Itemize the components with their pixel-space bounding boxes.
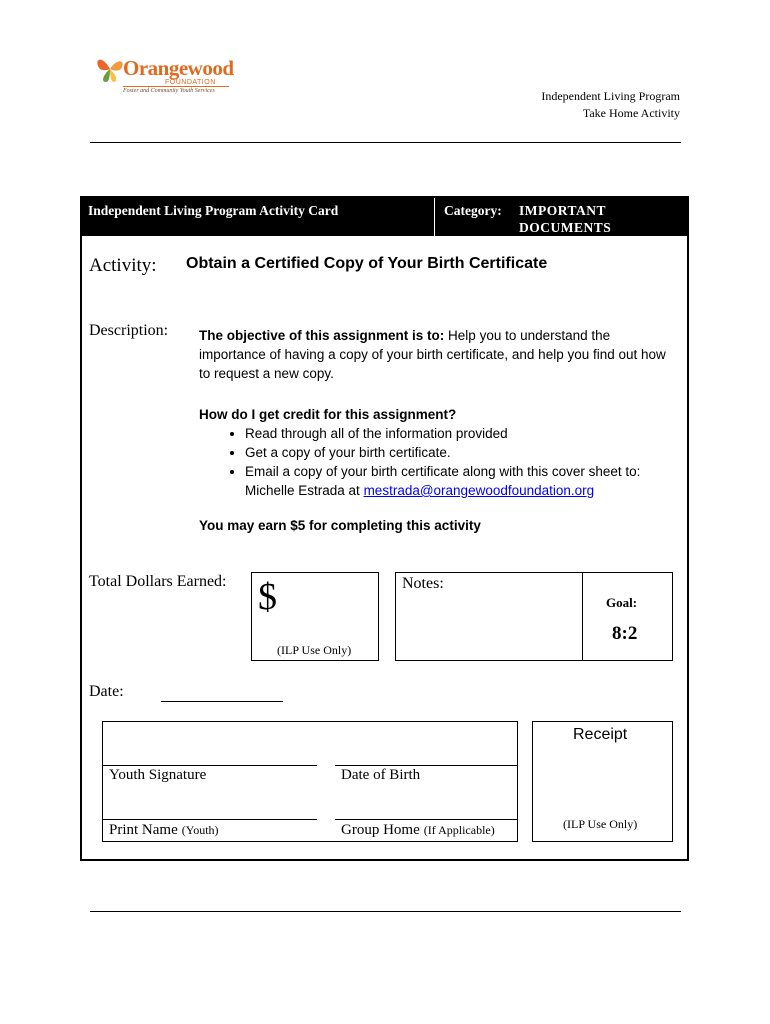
activity-card: [80, 196, 689, 861]
date-of-birth-label: Date of Birth: [341, 767, 421, 783]
logo-rule: [123, 86, 229, 87]
objective-text: Help you to understand the importance of having a copy of your birth certificate, and help you find out how to request a new copy.: [199, 328, 666, 381]
top-divider: [90, 142, 681, 143]
objective-paragraph: [199, 326, 669, 383]
goal-divider: [582, 573, 583, 660]
signature-box: [102, 721, 518, 842]
youth-signature-label: Youth Signature: [109, 767, 207, 783]
credit-heading: How do I get credit for this assignment?: [199, 407, 457, 422]
email-link[interactable]: mestrada@orangewoodfoundation.org: [363, 483, 595, 498]
print-name-field: [109, 821, 219, 839]
objective-lead: The objective of this assignment is to:: [199, 328, 445, 343]
logo-brand: Orangewood: [123, 56, 234, 80]
print-name-line[interactable]: [103, 819, 317, 820]
orangewood-logo: [95, 48, 235, 96]
bottom-divider: [90, 911, 681, 912]
description-label: Description:: [89, 322, 169, 339]
butterfly-icon: [95, 52, 125, 86]
dollars-box: [251, 572, 379, 661]
print-name-label: Print Name: [109, 822, 178, 838]
date-label: Date:: [89, 683, 124, 700]
credit-list: [199, 424, 669, 500]
activity-label: Activity:: [89, 255, 157, 276]
dollars-ilp-note: (ILP Use Only): [277, 643, 352, 657]
credit-section: [199, 405, 669, 500]
notes-box: [395, 572, 673, 661]
category-value: IMPORTANT DOCUMENTS: [519, 203, 612, 235]
group-home-sub: (If Applicable): [423, 823, 495, 837]
group-home-line[interactable]: [335, 819, 517, 820]
header-line1: Independent Living Program: [541, 89, 680, 103]
logo-tagline: Foster and Community Youth Services: [123, 88, 215, 94]
goal-value: 8:2: [612, 623, 638, 644]
print-name-sub: (Youth): [181, 823, 219, 837]
date-of-birth-line[interactable]: [335, 765, 517, 766]
goal-label: Goal:: [606, 595, 638, 610]
header-divider: [434, 198, 435, 236]
receipt-label: Receipt: [573, 726, 628, 743]
logo-foundation: FOUNDATION: [165, 79, 216, 86]
card-header: [82, 198, 687, 236]
credit-item: [245, 462, 669, 500]
date-line[interactable]: [161, 701, 283, 702]
credit-item: • Get a copy of your birth certificate.: [245, 443, 669, 462]
group-home-field: [341, 821, 495, 839]
youth-signature-line[interactable]: [103, 765, 317, 766]
header-line2: Take Home Activity: [582, 106, 680, 120]
credit-item-text: Email a copy of your birth certificate along with this cover sheet to: Michelle Estrada at: [245, 464, 641, 498]
card-title: Independent Living Program Activity Card: [88, 203, 339, 218]
category-label: Category:: [444, 203, 502, 218]
header-program: [541, 88, 680, 122]
notes-label: Notes:: [402, 575, 444, 592]
activity-title: Obtain a Certified Copy of Your Birth Certificate: [186, 255, 548, 272]
receipt-ilp-note: (ILP Use Only): [563, 817, 638, 831]
total-dollars-label: Total Dollars Earned:: [89, 573, 227, 590]
earn-text: You may earn $5 for completing this activity: [199, 518, 481, 533]
group-home-label: Group Home: [341, 822, 420, 838]
dollar-sign: $: [258, 576, 277, 618]
receipt-box: [532, 721, 673, 842]
credit-item: • Read through all of the information provided: [245, 424, 669, 443]
